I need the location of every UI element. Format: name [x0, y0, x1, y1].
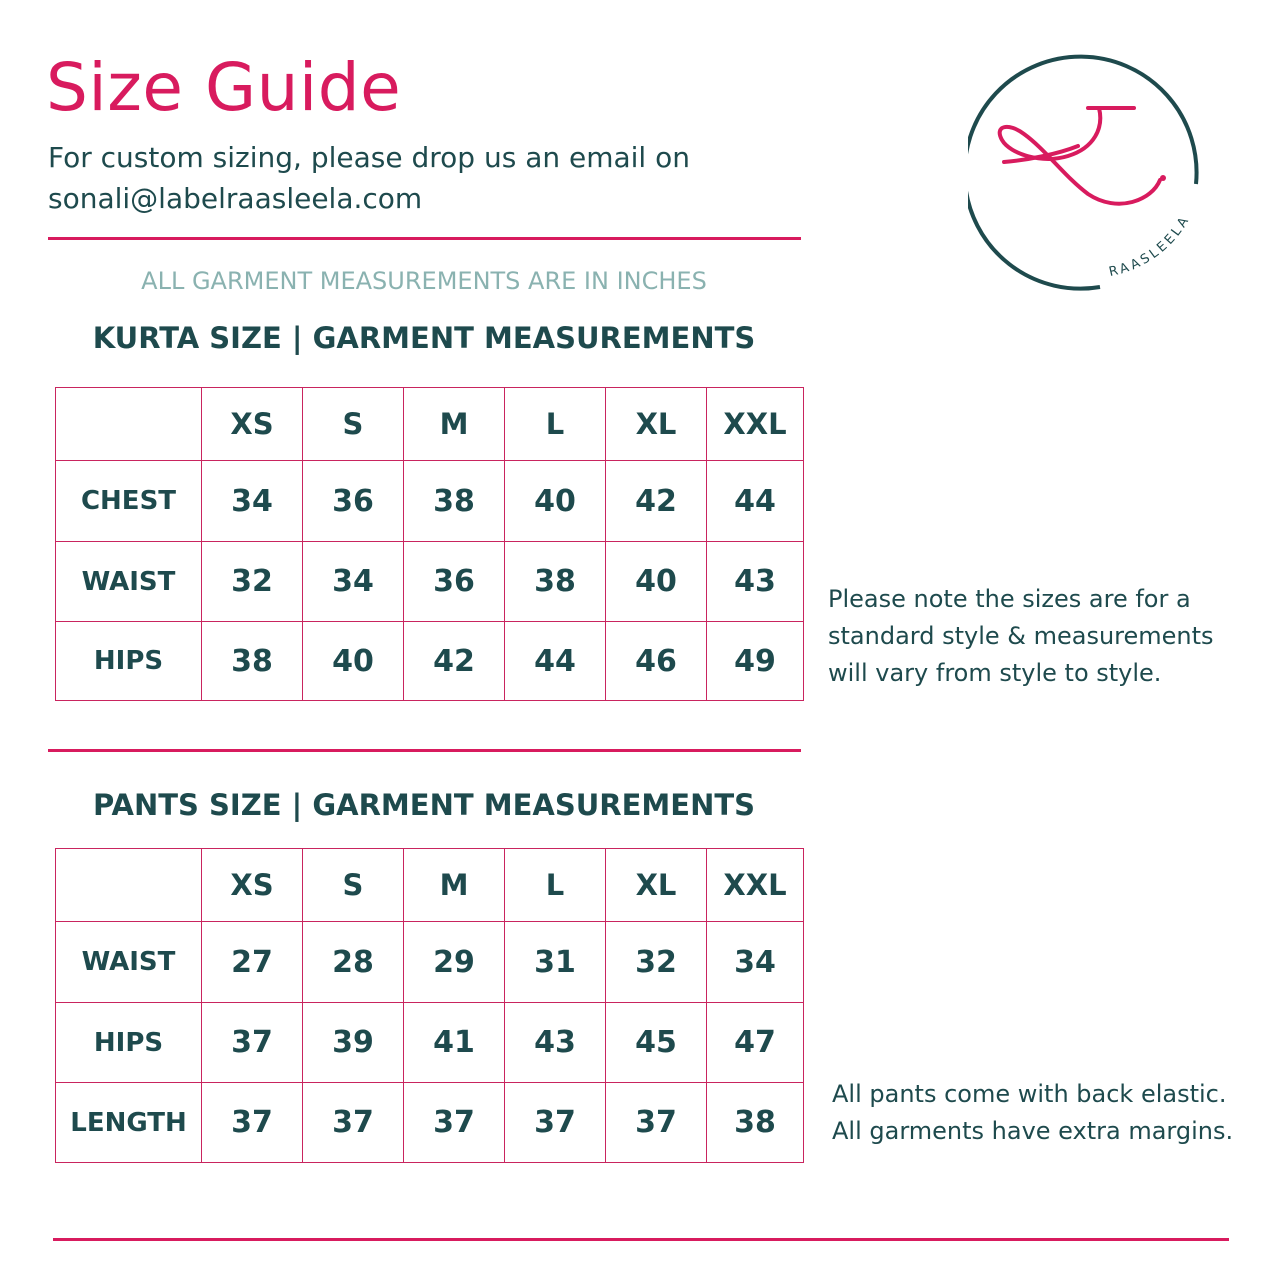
cell-value: 32: [606, 922, 707, 1003]
cell-value: 40: [303, 622, 404, 701]
table-header-row: [56, 849, 804, 922]
note-line: will vary from style to style.: [828, 659, 1162, 687]
size-header: XXL: [707, 849, 804, 922]
cell-value: 38: [202, 622, 303, 701]
table-header-row: [56, 388, 804, 461]
contact-email: sonali@labelraasleela.com: [48, 182, 423, 215]
size-header: S: [303, 388, 404, 461]
size-header: XL: [606, 849, 707, 922]
size-header: S: [303, 849, 404, 922]
size-header: M: [404, 388, 505, 461]
cell-value: 32: [202, 542, 303, 622]
brand-logo: [968, 52, 1208, 292]
cell-value: 38: [505, 542, 606, 622]
cell-value: 28: [303, 922, 404, 1003]
pants-size-note: [832, 1076, 1233, 1150]
kurta-size-note: [828, 581, 1214, 692]
intro-line-1: For custom sizing, please drop us an email on: [48, 141, 690, 174]
corner-cell: [56, 849, 202, 922]
cell-value: 36: [303, 461, 404, 542]
size-header: XL: [606, 388, 707, 461]
row-label: HIPS: [56, 622, 202, 701]
cell-value: 46: [606, 622, 707, 701]
note-line: standard style & measurements: [828, 622, 1214, 650]
cell-value: 37: [404, 1083, 505, 1163]
intro-text: [48, 137, 690, 219]
table-row: [56, 461, 804, 542]
cell-value: 42: [606, 461, 707, 542]
page-title: Size Guide: [46, 49, 402, 126]
cell-value: 37: [202, 1003, 303, 1083]
measurement-unit-note: ALL GARMENT MEASUREMENTS ARE IN INCHES: [141, 267, 707, 295]
row-label: HIPS: [56, 1003, 202, 1083]
cell-value: 41: [404, 1003, 505, 1083]
divider: [48, 749, 801, 752]
raasleela-logo-icon: [968, 52, 1208, 292]
table-row: [56, 1003, 804, 1083]
cell-value: 49: [707, 622, 804, 701]
cell-value: 43: [505, 1003, 606, 1083]
row-label: WAIST: [56, 922, 202, 1003]
cell-value: 38: [707, 1083, 804, 1163]
size-header: XS: [202, 849, 303, 922]
kurta-size-table: [55, 387, 804, 701]
cell-value: 43: [707, 542, 804, 622]
size-header: M: [404, 849, 505, 922]
cell-value: 40: [606, 542, 707, 622]
divider: [48, 237, 801, 240]
divider: [53, 1238, 1229, 1241]
row-label: WAIST: [56, 542, 202, 622]
cell-value: 37: [505, 1083, 606, 1163]
cell-value: 37: [606, 1083, 707, 1163]
cell-value: 39: [303, 1003, 404, 1083]
cell-value: 34: [202, 461, 303, 542]
cell-value: 36: [404, 542, 505, 622]
size-header: XS: [202, 388, 303, 461]
cell-value: 44: [707, 461, 804, 542]
cell-value: 37: [202, 1083, 303, 1163]
cell-value: 31: [505, 922, 606, 1003]
table-row: [56, 922, 804, 1003]
table-row: [56, 542, 804, 622]
cell-value: 34: [303, 542, 404, 622]
row-label: CHEST: [56, 461, 202, 542]
cell-value: 44: [505, 622, 606, 701]
size-header: L: [505, 849, 606, 922]
cell-value: 45: [606, 1003, 707, 1083]
cell-value: 40: [505, 461, 606, 542]
table-row: [56, 622, 804, 701]
pants-section-title: PANTS SIZE | GARMENT MEASUREMENTS: [92, 788, 756, 822]
pants-size-table: [55, 848, 804, 1163]
size-header: XXL: [707, 388, 804, 461]
logo-brand-text: RAASLEELA: [1107, 212, 1194, 281]
cell-value: 34: [707, 922, 804, 1003]
corner-cell: [56, 388, 202, 461]
cell-value: 37: [303, 1083, 404, 1163]
table-row: [56, 1083, 804, 1163]
note-line: All garments have extra margins.: [832, 1117, 1234, 1145]
svg-text:RAASLEELA: [1108, 212, 1194, 280]
note-line: Please note the sizes are for a: [828, 585, 1191, 613]
size-header: L: [505, 388, 606, 461]
cell-value: 47: [707, 1003, 804, 1083]
kurta-section-title: KURTA SIZE | GARMENT MEASUREMENTS: [92, 321, 756, 355]
cell-value: 29: [404, 922, 505, 1003]
row-label: LENGTH: [56, 1083, 202, 1163]
cell-value: 38: [404, 461, 505, 542]
cell-value: 42: [404, 622, 505, 701]
note-line: All pants come with back elastic.: [832, 1080, 1227, 1108]
cell-value: 27: [202, 922, 303, 1003]
